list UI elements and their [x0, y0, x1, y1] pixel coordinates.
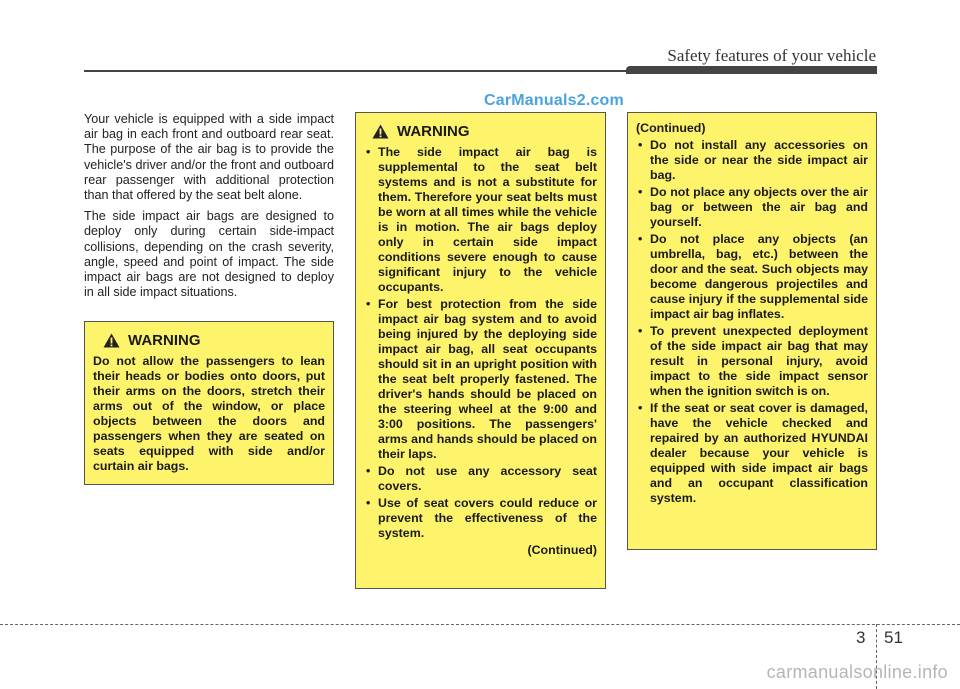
warning-box-middle: [355, 112, 606, 589]
page-header-title: Safety features of your vehicle: [667, 46, 876, 65]
continued-label: (Continued): [527, 543, 597, 557]
warning-text: Do not allow the passengers to lean their heads or bodies onto doors, put their arms on the doors, stretch their arms out of the window, or place objects between the doors and passengers when they are seated on seats equipped with side and/or curtain air bags.: [93, 354, 325, 473]
watermark-bottom: carmanualsonline.info: [766, 662, 948, 682]
warning-bullet-list: [364, 145, 597, 541]
warning-bullet-list: [636, 138, 868, 506]
intro-paragraph-2: The side impact air bags are designed to deploy only during certain side-impact collisions, depending on the crash severity, angle, speed and point of impact. The side impact air bags are not designed to deploy in all side impact situations.: [84, 209, 334, 300]
section-number: 3: [856, 628, 866, 647]
list-item: • Do not place any objects over the air bag or between the air bag and yourself.: [636, 185, 868, 230]
page-number: 51: [884, 628, 903, 647]
list-item: • The side impact air bag is supplemental to the seat belt systems and is not a substitute for them. Therefore your seat belts must be worn at all times while the vehicle is in motion. The air bags deploy only in certain side impact conditions severe enough to cause significant injury to the vehicle occupants.: [364, 145, 597, 295]
warning-heading: [103, 330, 325, 350]
list-item: • Do not place any objects (an umbrella, bag, etc.) between the door and the seat. Such objects may become dangerous projectiles and cause injury if the supplemental side impact air bag inflates.: [636, 232, 868, 322]
list-item: • Use of seat covers could reduce or prevent the effectiveness of the system.: [364, 496, 597, 541]
intro-paragraph-1: Your vehicle is equipped with a side impact air bag in each front and outboard rear seat. The purpose of the air bag is to provide the vehicle's driver and/or the front and outboard rear passenger with additional protection than that offered by the seat belt alone.: [84, 112, 334, 203]
continued-label: (Continued): [636, 121, 706, 135]
list-item: • Do not install any accessories on the side or near the side impact air bag.: [636, 138, 868, 183]
warning-heading-text: WARNING: [128, 331, 201, 349]
warning-triangle-icon: [103, 333, 120, 348]
list-item: • Do not use any accessory seat covers.: [364, 464, 597, 494]
watermark-top: CarManuals2.com: [484, 92, 624, 109]
warning-heading-text: WARNING: [397, 122, 470, 140]
warning-triangle-icon: [372, 124, 389, 139]
header-rule: [84, 70, 684, 72]
warning-heading: [372, 121, 597, 141]
footer-rule: [0, 624, 960, 625]
header-rule-accent: [626, 66, 877, 74]
list-item: • For best protection from the side impact air bag system and to avoid being injured by the deploying side impact air bag, all seat occupants should sit in an upright position with the seat belt properly fastened. The driver's hands should be placed on the steering wheel at the 9:00 and 3:00 positions. The passengers' arms and hands should be placed on their laps.: [364, 297, 597, 462]
list-item: • If the seat or seat cover is damaged, have the vehicle checked and repaired by an authorized HYUNDAI dealer because your vehicle is equipped with side impact air bags and an occupant classification system.: [636, 401, 868, 506]
list-item: • To prevent unexpected deployment of the side impact air bag that may result in personal injury, avoid impact to the side impact sensor when the ignition switch is on.: [636, 324, 868, 399]
intro-text: [84, 112, 334, 306]
warning-box-left: [84, 321, 334, 485]
warning-box-right: [627, 112, 877, 550]
